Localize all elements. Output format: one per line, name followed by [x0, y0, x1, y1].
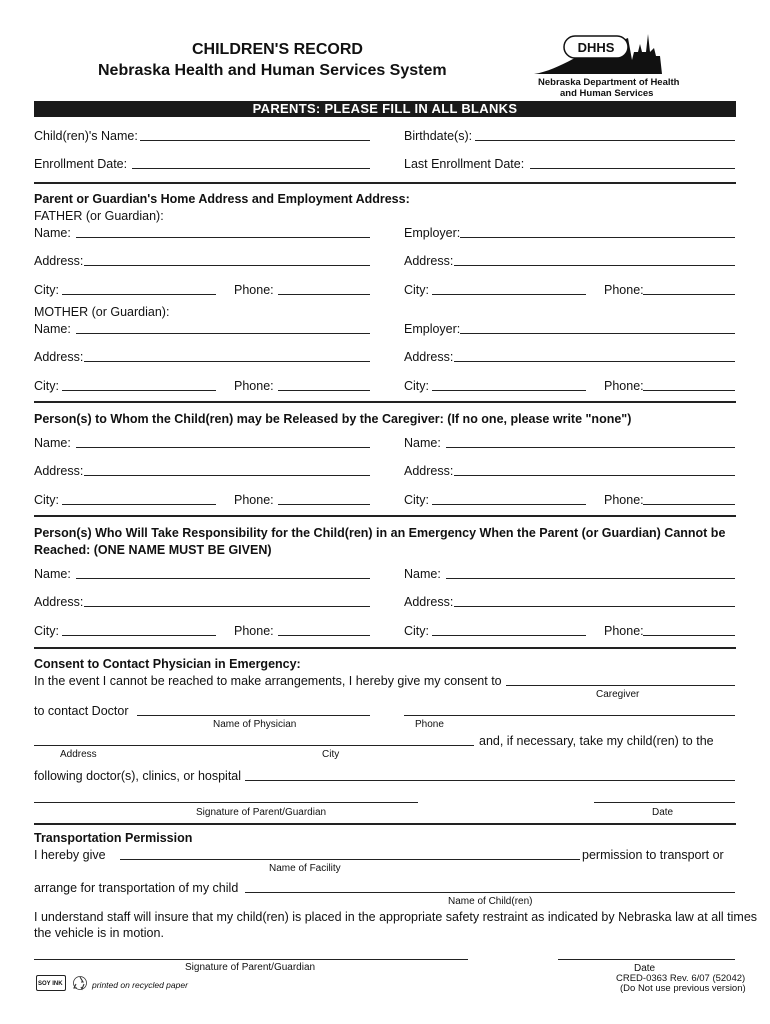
mother-address-label: Address: — [34, 350, 84, 364]
father-address-label: Address: — [34, 254, 84, 268]
father-employer-city-label: City: — [404, 283, 429, 297]
father-address-field[interactable] — [84, 265, 370, 266]
mother-employer-phone-label: Phone: — [604, 379, 644, 393]
emergency-city-1-label: City: — [34, 624, 59, 638]
emergency-phone-1-label: Phone: — [234, 624, 274, 638]
city-caption: City — [322, 749, 340, 760]
consent-signature-field[interactable] — [34, 802, 418, 803]
to-contact-doctor-label: to contact Doctor — [34, 704, 129, 718]
father-name-label: Name: — [34, 226, 71, 240]
enrollment-date-field[interactable] — [132, 168, 370, 169]
soy-ink-text: SOY INK — [38, 981, 63, 987]
section-divider — [34, 515, 736, 517]
dhhs-logo — [530, 30, 680, 100]
children-name-label: Child(ren)'s Name: — [34, 129, 138, 143]
mother-employer-label: Employer: — [404, 322, 461, 336]
father-phone-field[interactable] — [278, 294, 370, 295]
section-divider — [34, 401, 736, 403]
father-city-label: City: — [34, 283, 59, 297]
release-phone-2-field[interactable] — [643, 504, 735, 505]
arrange-transport-label: arrange for transportation of my child — [34, 881, 239, 895]
father-employer-label: Employer: — [404, 226, 461, 240]
last-enrollment-date-label: Last Enrollment Date: — [404, 157, 525, 171]
safety-statement-line2: the vehicle is in motion. — [34, 926, 164, 940]
release-name-2-field[interactable] — [446, 447, 735, 448]
soy-ink-logo — [36, 975, 66, 991]
release-address-2-field[interactable] — [454, 475, 735, 476]
father-employer-field[interactable] — [460, 237, 735, 238]
emergency-phone-1-field[interactable] — [278, 635, 370, 636]
emergency-address-2-label: Address: — [404, 595, 454, 609]
emergency-address-1-label: Address: — [34, 595, 84, 609]
consent-date-caption: Date — [652, 807, 674, 818]
birthdates-label: Birthdate(s): — [404, 129, 473, 143]
release-city-1-field[interactable] — [62, 504, 216, 505]
emergency-name-1-label: Name: — [34, 567, 71, 581]
birthdates-field[interactable] — [475, 140, 735, 141]
emergency-city-2-label: City: — [404, 624, 429, 638]
emergency-phone-2-label: Phone: — [604, 624, 644, 638]
address-caption: Address — [60, 749, 97, 760]
father-city-field[interactable] — [62, 294, 216, 295]
release-city-2-field[interactable] — [432, 504, 586, 505]
release-address-1-label: Address: — [34, 464, 84, 478]
parents-heading: Parent or Guardian's Home Address and Employment Address: — [34, 192, 410, 206]
instructions-banner: PARENTS: PLEASE FILL IN ALL BLANKS — [34, 101, 736, 117]
emergency-city-1-field[interactable] — [62, 635, 216, 636]
skyline-icon — [530, 30, 670, 80]
emergency-address-2-field[interactable] — [454, 606, 735, 607]
mother-employer-phone-field[interactable] — [643, 390, 735, 391]
last-enrollment-date-field[interactable] — [530, 168, 735, 169]
emergency-heading-line2: Reached: (ONE NAME MUST BE GIVEN) — [34, 543, 272, 557]
father-employer-address-label: Address: — [404, 254, 454, 268]
transport-signature-field[interactable] — [34, 959, 468, 960]
physician-name-caption: Name of Physician — [213, 719, 297, 730]
facility-caption: Name of Facility — [269, 863, 341, 874]
emergency-name-2-field[interactable] — [446, 578, 735, 579]
consent-signature-caption: Signature of Parent/Guardian — [196, 807, 327, 818]
enrollment-date-label: Enrollment Date: — [34, 157, 128, 171]
father-employer-phone-field[interactable] — [643, 294, 735, 295]
release-phone-1-label: Phone: — [234, 493, 274, 507]
consent-date-field[interactable] — [594, 802, 735, 803]
release-name-2-label: Name: — [404, 436, 441, 450]
facility-field[interactable] — [120, 859, 580, 860]
following-hospital-label: following doctor(s), clinics, or hospital — [34, 769, 242, 783]
consent-line1: In the event I cannot be reached to make arrangements, I hereby give my consent to — [34, 674, 502, 688]
mother-phone-label: Phone: — [234, 379, 274, 393]
emergency-heading-line1: Person(s) Who Will Take Responsibility for the Child(ren) in an Emergency When the Parent (or Guardian) Cannot be — [34, 526, 726, 540]
form-subtitle: Nebraska Health and Human Services System — [98, 62, 447, 79]
release-heading: Person(s) to Whom the Child(ren) may be Released by the Caregiver: (If no one, please write "none") — [34, 412, 632, 426]
release-phone-2-label: Phone: — [604, 493, 644, 507]
caregiver-caption: Caregiver — [596, 689, 640, 700]
mother-address-field[interactable] — [84, 361, 370, 362]
release-name-1-field[interactable] — [76, 447, 370, 448]
release-name-1-label: Name: — [34, 436, 71, 450]
transport-signature-caption: Signature of Parent/Guardian — [185, 962, 316, 973]
physician-name-field[interactable] — [137, 715, 370, 716]
recycled-paper-note: printed on recycled paper — [92, 980, 188, 990]
form-number: CRED-0363 Rev. 6/07 (52042) — [616, 973, 746, 984]
mother-employer-city-label: City: — [404, 379, 429, 393]
safety-statement-line1: I understand staff will insure that my child(ren) is placed in the appropriate safety restraint as indicated by Nebraska law at all times — [34, 910, 758, 924]
transport-date-field[interactable] — [558, 959, 735, 960]
child-name-field[interactable] — [245, 892, 735, 893]
hereby-give-text: I hereby give — [34, 848, 106, 862]
recycle-icon — [72, 975, 88, 991]
release-address-2-label: Address: — [404, 464, 454, 478]
permission-text: permission to transport or — [582, 848, 724, 862]
version-note: (Do Not use previous version) — [620, 983, 746, 994]
section-divider — [34, 182, 736, 184]
release-city-2-label: City: — [404, 493, 429, 507]
father-name-field[interactable] — [76, 237, 370, 238]
emergency-address-1-field[interactable] — [84, 606, 370, 607]
father-employer-city-field[interactable] — [432, 294, 586, 295]
mother-employer-address-field[interactable] — [454, 361, 735, 362]
father-label: FATHER (or Guardian): — [34, 209, 164, 223]
release-address-1-field[interactable] — [84, 475, 370, 476]
transport-heading: Transportation Permission — [34, 831, 193, 845]
mother-city-label: City: — [34, 379, 59, 393]
physician-phone-field[interactable] — [404, 715, 735, 716]
emergency-city-2-field[interactable] — [432, 635, 586, 636]
mother-employer-field[interactable] — [460, 333, 735, 334]
dhhs-logo-text: DHHS — [577, 40, 615, 55]
father-phone-label: Phone: — [234, 283, 274, 297]
mother-label: MOTHER (or Guardian): — [34, 305, 170, 319]
hospital-field[interactable] — [245, 780, 735, 781]
take-child-text: and, if necessary, take my child(ren) to the — [479, 734, 714, 748]
father-employer-address-field[interactable] — [454, 265, 735, 266]
children-name-field[interactable] — [140, 140, 370, 141]
emergency-phone-2-field[interactable] — [643, 635, 735, 636]
mother-employer-address-label: Address: — [404, 350, 454, 364]
release-city-1-label: City: — [34, 493, 59, 507]
phone-caption: Phone — [415, 719, 444, 730]
physician-address-field[interactable] — [34, 745, 474, 746]
father-employer-phone-label: Phone: — [604, 283, 644, 297]
child-name-caption: Name of Child(ren) — [448, 896, 533, 907]
caregiver-field[interactable] — [506, 685, 735, 686]
emergency-name-2-label: Name: — [404, 567, 441, 581]
mother-name-field[interactable] — [76, 333, 370, 334]
agency-line1: Nebraska Department of Health — [538, 77, 680, 88]
consent-heading: Consent to Contact Physician in Emergency: — [34, 657, 301, 671]
mother-phone-field[interactable] — [278, 390, 370, 391]
mother-city-field[interactable] — [62, 390, 216, 391]
release-phone-1-field[interactable] — [278, 504, 370, 505]
section-divider — [34, 647, 736, 649]
mother-name-label: Name: — [34, 322, 71, 336]
emergency-name-1-field[interactable] — [76, 578, 370, 579]
mother-employer-city-field[interactable] — [432, 390, 586, 391]
section-divider — [34, 823, 736, 825]
agency-line2: and Human Services — [560, 88, 654, 99]
transport-date-caption: Date — [634, 963, 656, 974]
form-title: CHILDREN'S RECORD — [192, 41, 363, 58]
